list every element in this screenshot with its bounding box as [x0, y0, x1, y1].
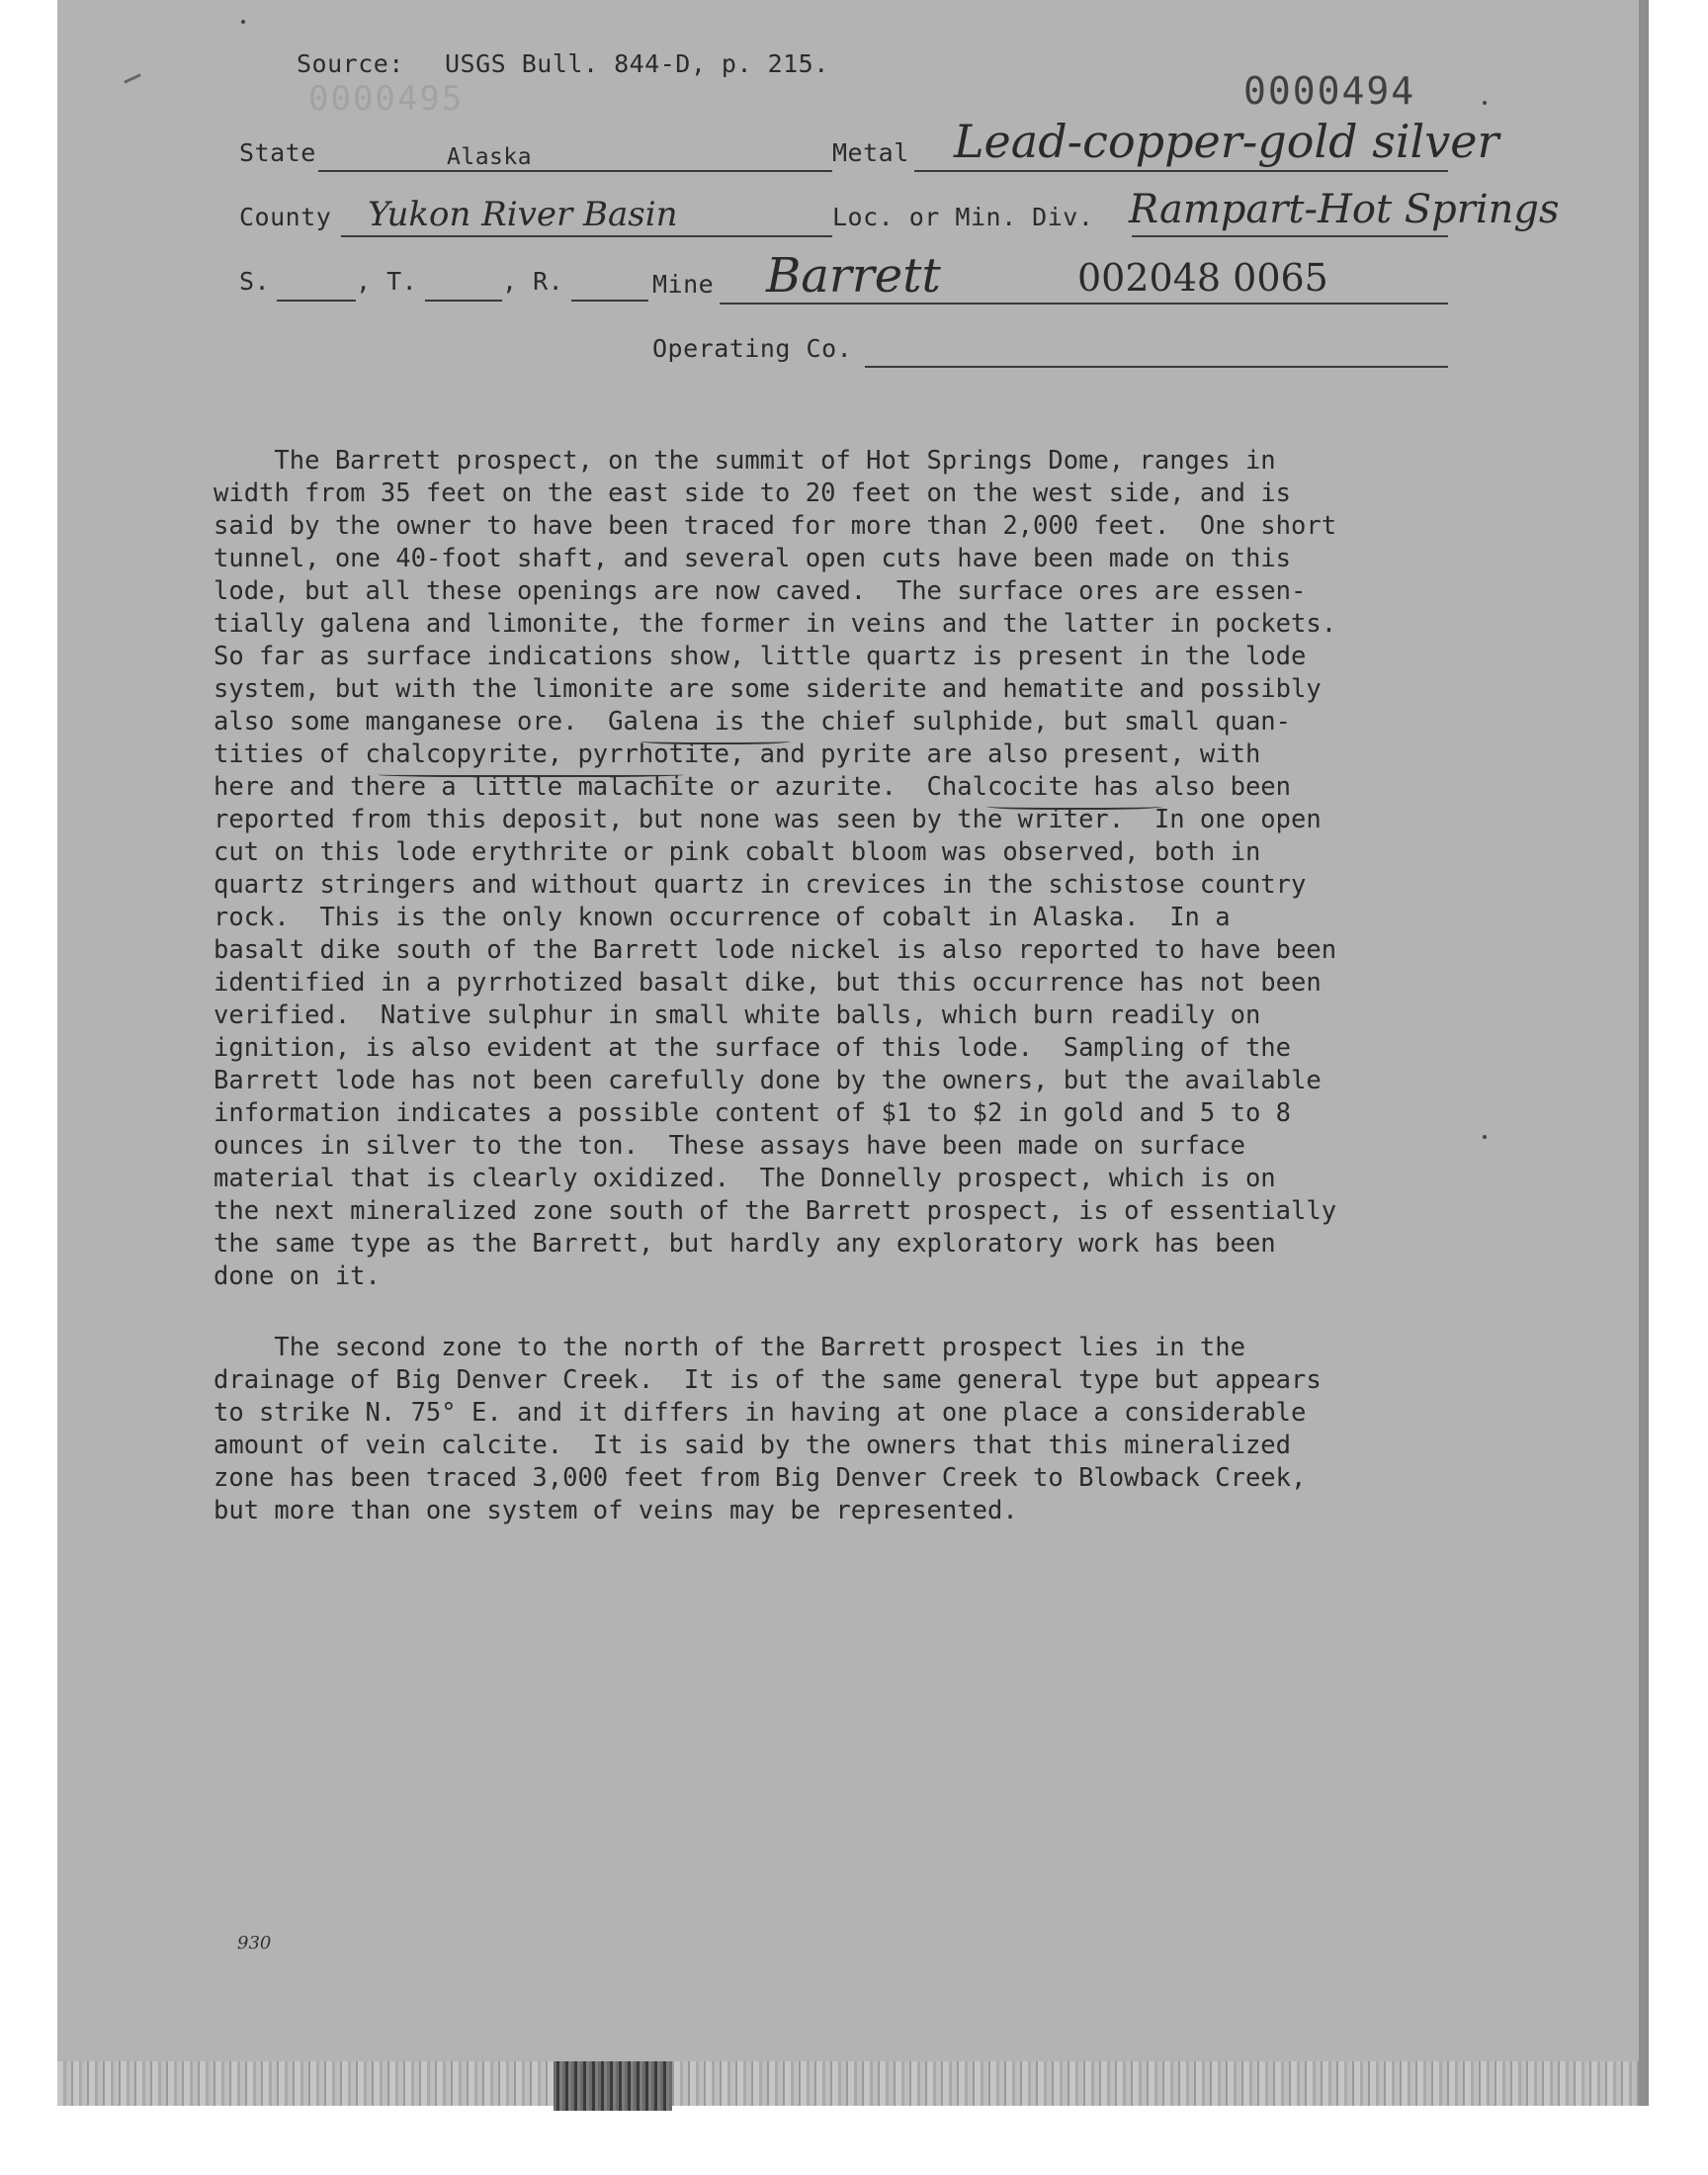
source-label: Source:: [297, 49, 404, 78]
paragraph-1: [214, 445, 1449, 1293]
paragraph-line: the next mineralized zone south of the Barrett prospect, is of essentially: [214, 1196, 1337, 1226]
paragraph-line: reported from this deposit, but none was seen by the writer. In one open: [214, 805, 1322, 834]
operating-co-line: [865, 366, 1448, 368]
paragraph-line: ounces in silver to the ton. These assays have been made on surface: [214, 1131, 1245, 1161]
paragraph-line: material that is clearly oxidized. The Donnelly prospect, which is on: [214, 1164, 1276, 1193]
paragraph-line: but more than one system of veins may be represented.: [214, 1496, 1018, 1525]
source-citation: USGS Bull. 844-D, p. 215.: [445, 49, 829, 78]
page-edge-shadow: [1639, 0, 1649, 2106]
paragraph-line: identified in a pyrrhotized basalt dike, but this occurrence has not been: [214, 968, 1322, 998]
paragraph-2: [214, 1332, 1449, 1527]
section-line: [277, 300, 356, 302]
accession-number: 0000494: [1243, 69, 1416, 113]
mine-label: Mine: [652, 270, 715, 299]
state-value: Alaska: [447, 144, 533, 170]
paragraph-line: tially galena and limonite, the former in veins and the latter in pockets.: [214, 609, 1337, 639]
page-number: 930: [237, 1933, 272, 1954]
paragraph-line: amount of vein calcite. It is said by the owners that this mineralized: [214, 1431, 1292, 1460]
paragraph-line: So far as surface indications show, little quartz is present in the lode: [214, 642, 1307, 671]
paragraph-line: lode, but all these openings are now caved. The surface ores are essen-: [214, 576, 1307, 606]
paragraph-line: drainage of Big Denver Creek. It is of the same general type but appears: [214, 1365, 1322, 1395]
range-label: , R.: [502, 267, 564, 296]
paragraph-line: The second zone to the north of the Barrett prospect lies in the: [214, 1333, 1245, 1362]
state-label: State: [239, 138, 316, 167]
operating-co-label: Operating Co.: [652, 334, 853, 363]
paragraph-line: The Barrett prospect, on the summit of Hot Springs Dome, ranges in: [214, 446, 1276, 476]
section-label: S.: [239, 267, 271, 296]
loc-label: Loc. or Min. Div.: [832, 203, 1094, 231]
paragraph-line: ignition, is also evident at the surface of this lode. Sampling of the: [214, 1033, 1292, 1063]
metal-value: Lead-copper-gold silver: [954, 115, 1499, 168]
county-value: Yukon River Basin: [368, 195, 678, 234]
loc-line: [1132, 235, 1448, 237]
paragraph-line: rock. This is the only known occurrence of cobalt in Alaska. In a: [214, 903, 1231, 932]
paragraph-line: basalt dike south of the Barrett lode nickel is also reported to have been: [214, 935, 1337, 965]
underline-chalcopyrite: [378, 769, 684, 777]
paragraph-line: also some manganese ore. Galena is the chief sulphide, but small quan-: [214, 707, 1292, 737]
paragraph-line: tities of chalcopyrite, pyrrhotite, and pyrite are also present, with: [214, 740, 1261, 769]
mine-code: 002048 0065: [1077, 256, 1328, 300]
township-label: , T.: [356, 267, 418, 296]
stray-dot: [241, 20, 245, 24]
paragraph-line: done on it.: [214, 1262, 381, 1291]
paragraph-line: zone has been traced 3,000 feet from Big Denver Creek to Blowback Creek,: [214, 1463, 1307, 1493]
metal-line: [914, 170, 1448, 172]
range-line: [571, 300, 648, 302]
paragraph-line: tunnel, one 40-foot shaft, and several open cuts have been made on this: [214, 544, 1292, 573]
state-line: [318, 170, 832, 172]
paragraph-line: system, but with the limonite are some siderite and hematite and possibly: [214, 674, 1322, 704]
scan-artifact-dark: [554, 2061, 672, 2111]
paragraph-line: verified. Native sulphur in small white balls, which burn readily on: [214, 1000, 1261, 1030]
mine-value: Barrett: [766, 248, 941, 304]
accession-dot: [1483, 101, 1487, 105]
scan-artifact-strip: [57, 2061, 1639, 2106]
county-line: [341, 235, 832, 237]
paragraph-line: cut on this lode erythrite or pink cobalt bloom was observed, both in: [214, 837, 1261, 867]
paragraph-line: to strike N. 75° E. and it differs in having at one place a considerable: [214, 1398, 1307, 1428]
underline-chalcocite: [986, 802, 1162, 810]
paragraph-line: here and there a little malachite or azurite. Chalcocite has also been: [214, 772, 1292, 802]
paragraph-line: width from 35 feet on the east side to 20 feet on the west side, and is: [214, 478, 1292, 508]
county-label: County: [239, 203, 332, 231]
ghost-stamp: 0000495: [308, 79, 465, 119]
paragraph-line: quartz stringers and without quartz in crevices in the schistose country: [214, 870, 1307, 900]
township-line: [425, 300, 502, 302]
paragraph-line: Barrett lode has not been carefully done by the owners, but the available: [214, 1066, 1322, 1095]
loc-value: Rampart-Hot Springs: [1129, 187, 1560, 232]
paragraph-line: the same type as the Barrett, but hardly any exploratory work has been: [214, 1229, 1276, 1259]
stray-dot: [1483, 1135, 1487, 1139]
paragraph-line: information indicates a possible content of $1 to $2 in gold and 5 to 8: [214, 1098, 1292, 1128]
paragraph-line: said by the owner to have been traced for more than 2,000 feet. One short: [214, 511, 1337, 541]
underline-galena: [640, 737, 791, 744]
metal-label: Metal: [832, 138, 909, 167]
